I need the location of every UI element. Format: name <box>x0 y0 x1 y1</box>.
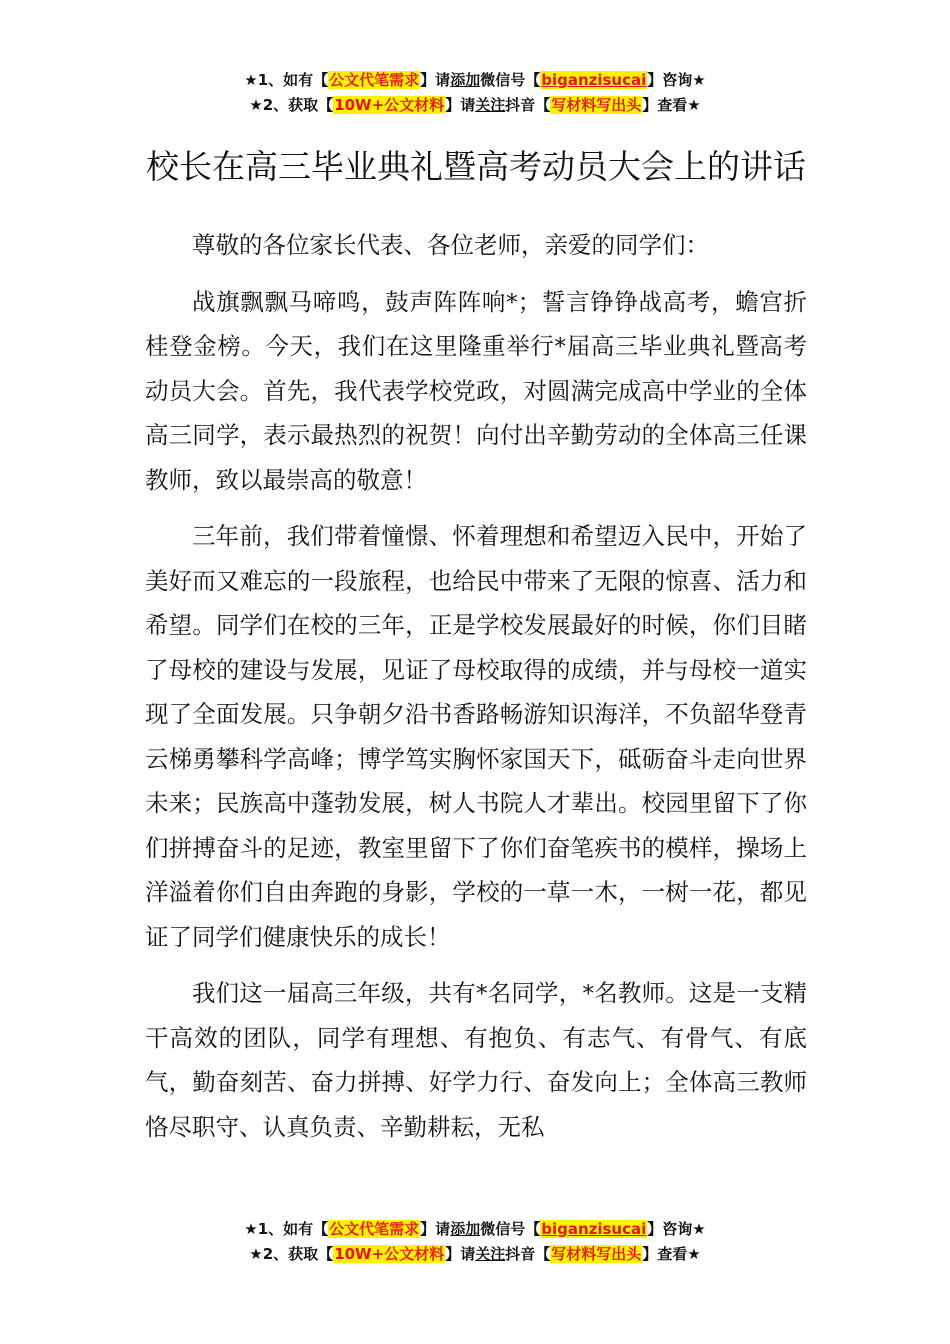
highlight-douyin-account: 写材料写出头 <box>551 1245 642 1263</box>
banner-line-2 <box>0 93 950 118</box>
document-body <box>145 223 807 1161</box>
paragraph: 三年前，我们带着憧憬、怀着理想和希望迈入民中，开始了美好而又难忘的一段旅程，也给民中带来了无限的惊喜、活力和希望。同学们在校的三年，正是学校发展最好的时候，你们目睹了母校的建设与发展，见证了母校取得的成绩，并与母校一道实现了全面发展。只争朝夕沿书香路畅游知识海洋，不负韶华登青云梯勇攀科学高峰；博学笃实胸怀家国天下，砥砺奋斗走向世界未来；民族高中蓬勃发展，树人书院人才辈出。校园里留下了你们拼搏奋斗的足迹，教室里留下了你们奋笔疾书的模样，操场上洋溢着你们自由奔跑的身影，学校的一草一木，一树一花，都见证了同学们健康快乐的成长！ <box>145 522 807 951</box>
underlined-text: 关注 <box>475 96 506 114</box>
underlined-text: 添加 <box>450 1220 481 1238</box>
banner-text: 】咨询★ <box>647 1220 706 1238</box>
banner-line-1 <box>0 1217 950 1242</box>
banner-text: ★1、如有【 <box>244 1220 329 1238</box>
banner-text: 】请 <box>445 96 476 114</box>
banner-line-1 <box>0 68 950 93</box>
wechat-id-link[interactable]: biganzisucai <box>541 1220 647 1238</box>
banner-text: ★1、如有【 <box>244 71 329 89</box>
banner-text: ★2、获取【 <box>249 96 334 114</box>
banner-line-2 <box>0 1242 950 1267</box>
banner-text: ★2、获取【 <box>249 1245 334 1263</box>
paragraph: 我们这一届高三年级，共有*名同学，*名教师。这是一支精干高效的团队，同学有理想、有抱负、有志气、有骨气、有底气，勤奋刻苦、奋力拼搏、好学力行、奋发向上；全体高三教师恪尽职守、认真负责、辛勤耕耘，无私 <box>145 979 807 1141</box>
highlight-service: 公文代笔需求 <box>329 1220 420 1238</box>
header-banner <box>0 68 950 118</box>
highlight-materials: 10W+公文材料 <box>334 1245 445 1263</box>
banner-text: 微信号【 <box>480 71 541 89</box>
highlight-service: 公文代笔需求 <box>329 71 420 89</box>
banner-text: 抖音【 <box>505 96 551 114</box>
banner-text: 微信号【 <box>480 1220 541 1238</box>
highlight-douyin-account: 写材料写出头 <box>551 96 642 114</box>
highlight-materials: 10W+公文材料 <box>334 96 445 114</box>
underlined-text: 关注 <box>475 1245 506 1263</box>
paragraph-salutation: 尊敬的各位家长代表、各位老师，亲爱的同学们： <box>192 231 709 259</box>
banner-text: 】查看★ <box>642 1245 701 1263</box>
banner-text: 】查看★ <box>642 96 701 114</box>
banner-text: 抖音【 <box>505 1245 551 1263</box>
footer-banner <box>0 1217 950 1267</box>
document-title: 校长在高三毕业典礼暨高考动员大会上的讲话 <box>146 147 806 187</box>
banner-text: 】请 <box>420 1220 451 1238</box>
wechat-id-link[interactable]: biganzisucai <box>541 71 647 89</box>
underlined-text: 添加 <box>450 71 481 89</box>
paragraph: 战旗飘飘马啼鸣，鼓声阵阵响*；誓言铮铮战高考，蟾宫折桂登金榜。今天，我们在这里隆重举行*届高三毕业典礼暨高考动员大会。首先，我代表学校党政，对圆满完成高中学业的全体高三同学，表示最热烈的祝贺！向付出辛勤劳动的全体高三任课教师，致以最崇高的敬意！ <box>145 287 807 494</box>
banner-text: 】咨询★ <box>647 71 706 89</box>
banner-text: 】请 <box>445 1245 476 1263</box>
banner-text: 】请 <box>420 71 451 89</box>
